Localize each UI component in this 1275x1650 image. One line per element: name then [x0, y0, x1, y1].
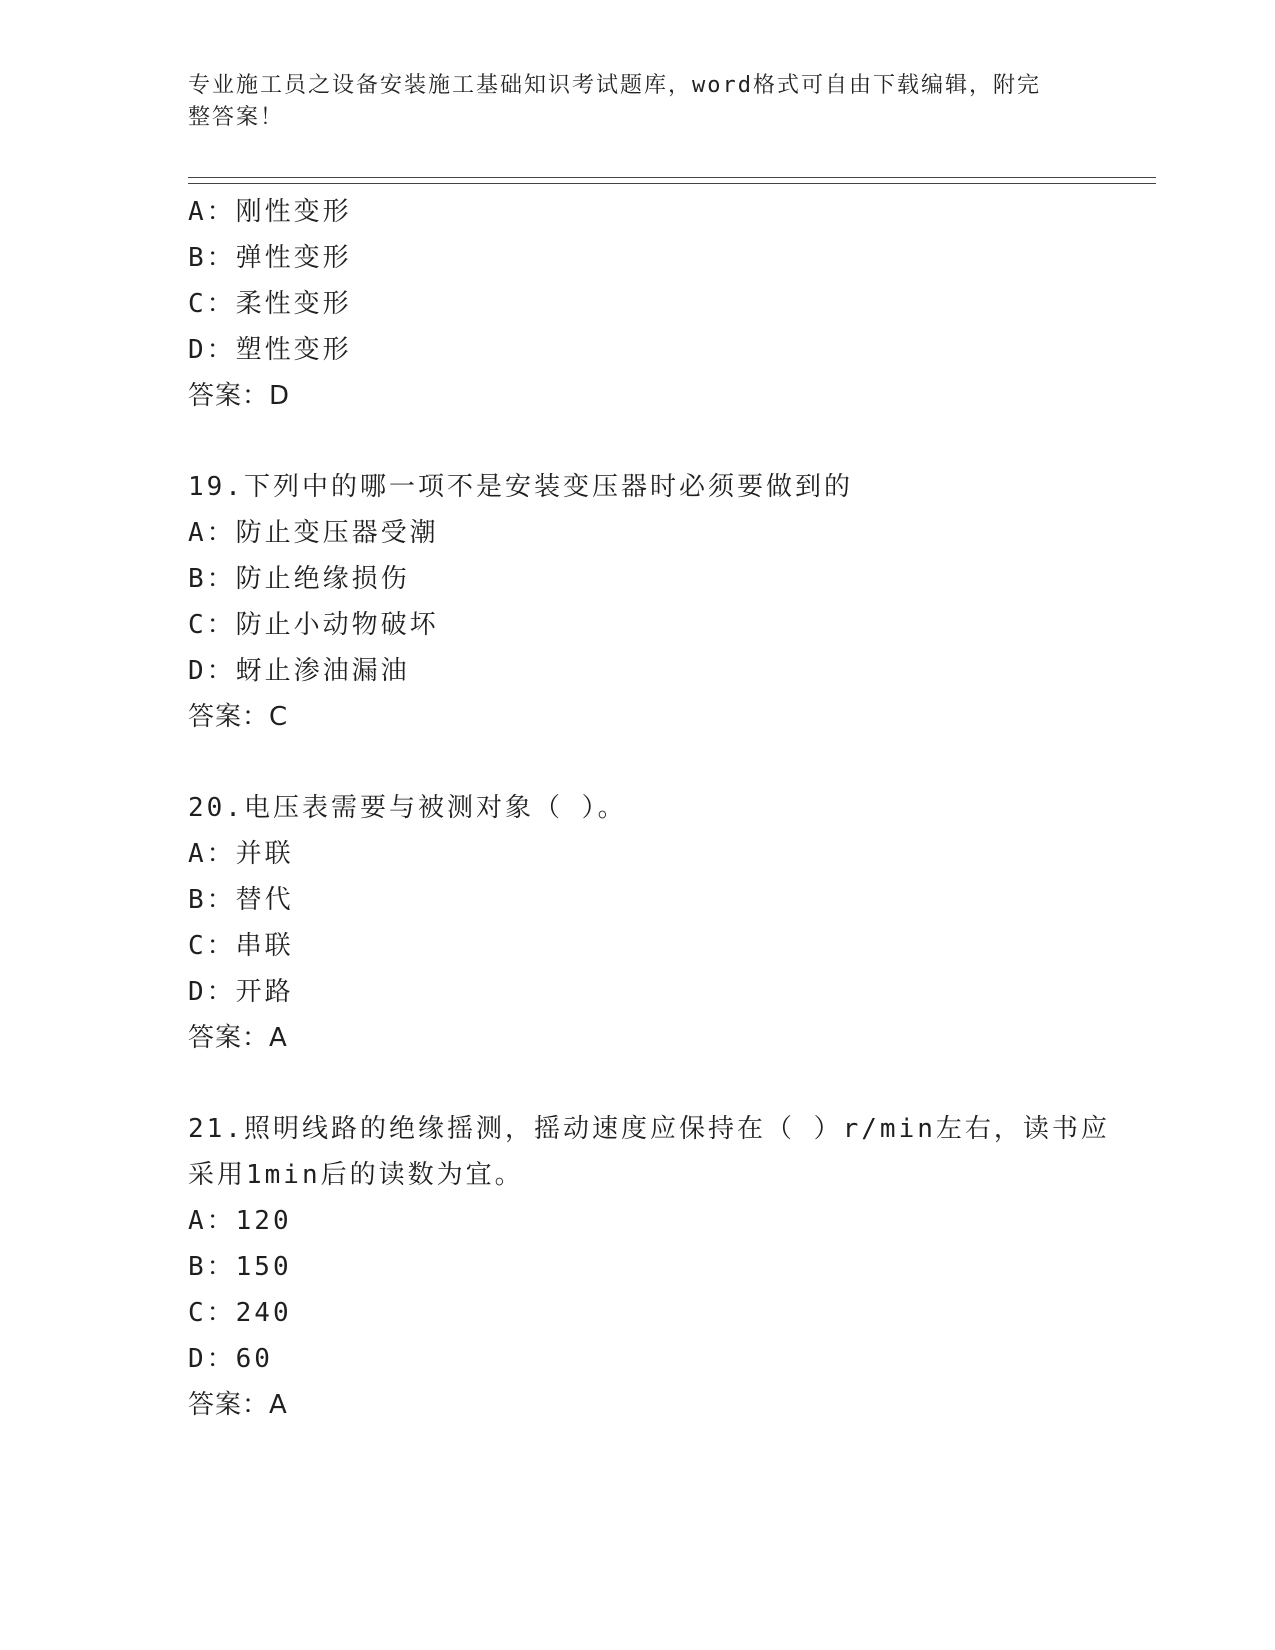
header-title-line-2: 整答案！ [188, 105, 285, 130]
option-c: C：防止小动物破坏 [188, 610, 439, 640]
option-c: C：串联 [188, 931, 294, 961]
question-20 [188, 785, 1138, 1061]
question-list [188, 189, 1138, 1428]
question-text: 19.下列中的哪一项不是安装变压器时必须要做到的 [188, 472, 853, 502]
option-b: B：替代 [188, 885, 294, 915]
option-c: C：240 [188, 1298, 292, 1328]
question-fragment [188, 189, 1138, 419]
answer-line: 答案：A [188, 1390, 288, 1420]
header-title-line-1: 专业施工员之设备安装施工基础知识考试题库，word格式可自由下载编辑，附完 [188, 73, 1041, 98]
spacer [188, 740, 1138, 785]
option-d: D：蚜止渗油漏油 [188, 656, 410, 686]
option-a: A：120 [188, 1206, 292, 1236]
option-d: D：60 [188, 1344, 273, 1374]
question-text-line-2: 采用1min后的读数为宜。 [188, 1160, 524, 1190]
answer-line: 答案：D [188, 381, 291, 411]
header-divider-bottom [188, 183, 1156, 184]
option-b: B：防止绝缘损伤 [188, 564, 410, 594]
option-b: B：150 [188, 1252, 292, 1282]
question-21 [188, 1106, 1138, 1428]
spacer [188, 419, 1138, 464]
option-d: D：开路 [188, 977, 294, 1007]
spacer [188, 1061, 1138, 1106]
option-b: B：弹性变形 [188, 243, 352, 273]
question-19 [188, 464, 1138, 740]
option-a: A：防止变压器受潮 [188, 518, 439, 548]
option-a: A：并联 [188, 839, 294, 869]
question-text: 20.电压表需要与被测对象（ ）。 [188, 793, 627, 823]
answer-line: 答案：A [188, 1023, 288, 1053]
document-header [188, 70, 1068, 134]
answer-line: 答案：C [188, 702, 289, 732]
option-d: D：塑性变形 [188, 335, 352, 365]
option-c: C：柔性变形 [188, 289, 352, 319]
question-text-line-1: 21.照明线路的绝缘摇测，摇动速度应保持在（ ）r/min左右，读书应 [188, 1114, 1110, 1144]
option-a: A：刚性变形 [188, 197, 352, 227]
header-divider-top [188, 177, 1156, 178]
